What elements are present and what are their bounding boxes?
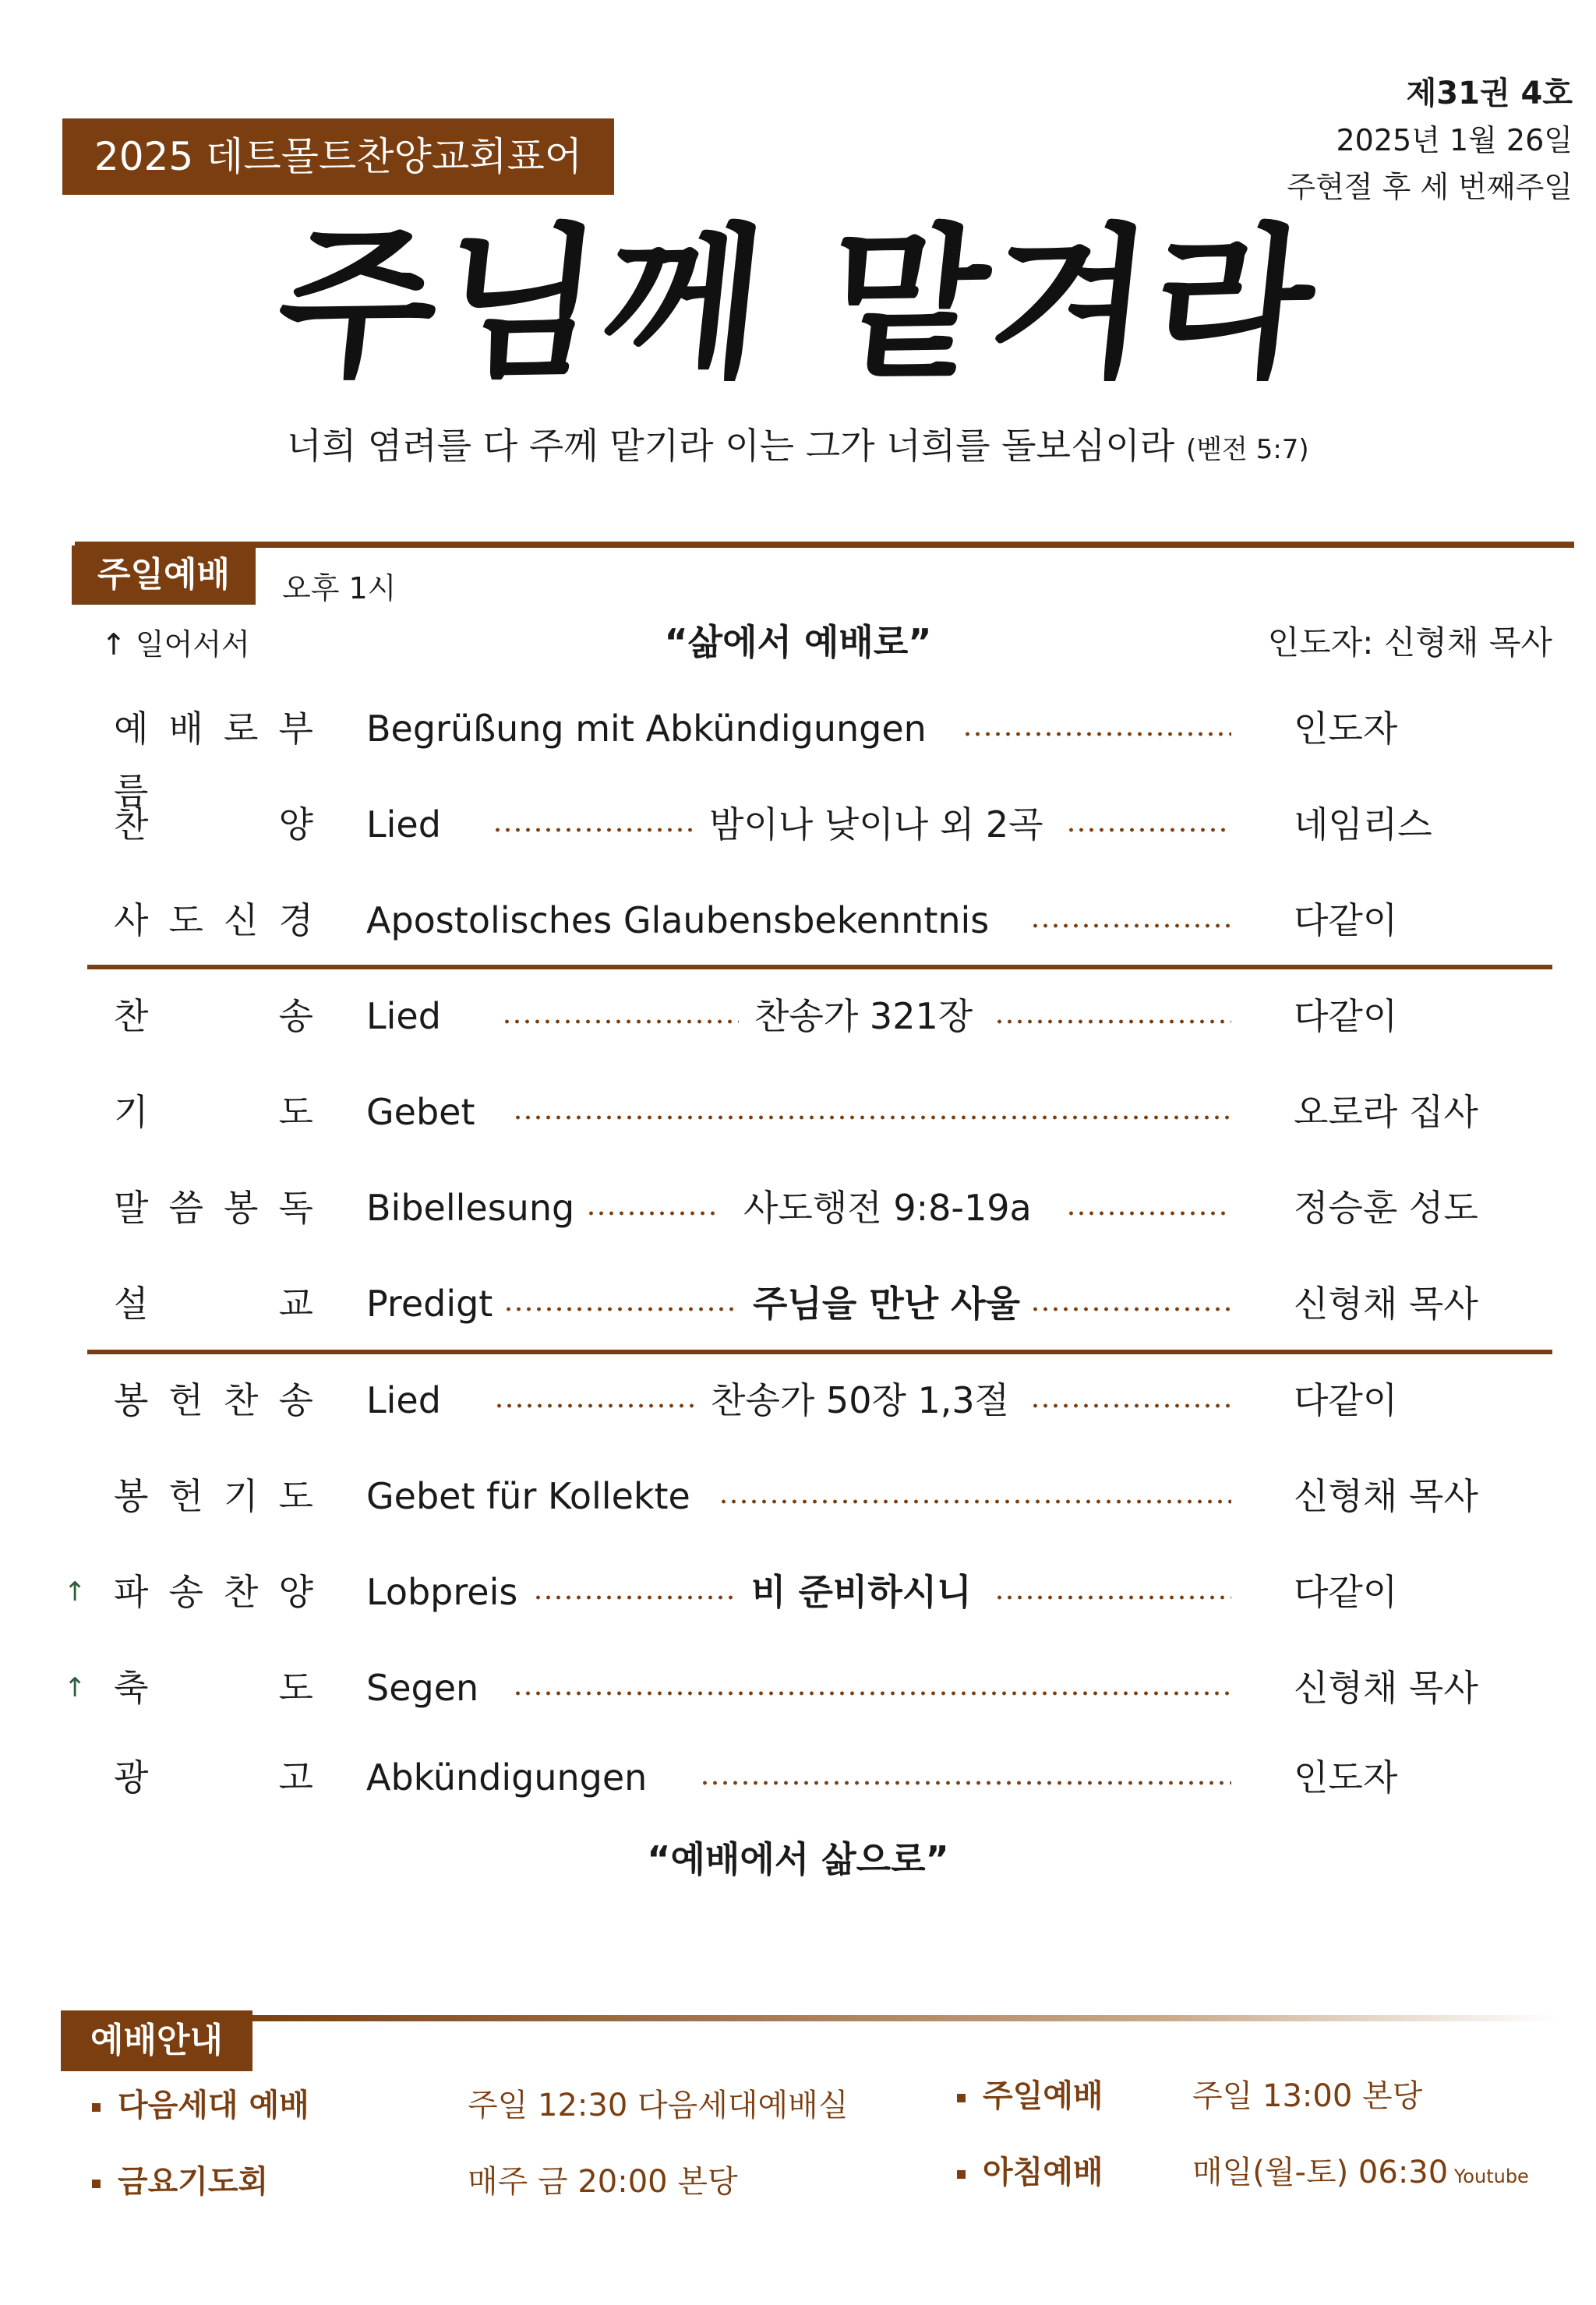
dot-leader — [1030, 1403, 1231, 1408]
square-bullet-icon — [957, 2170, 966, 2179]
worship-order-row — [0, 793, 1596, 856]
liturgical-season: 주현절 후 세 번째주일 — [1287, 170, 1573, 204]
dot-leader — [994, 1595, 1231, 1600]
order-person: 신형채 목사 — [1294, 1667, 1478, 1709]
order-person: 다같이 — [1294, 1571, 1398, 1613]
worship-order-row — [0, 697, 1596, 812]
section-divider — [87, 965, 1552, 969]
service-detail — [468, 2159, 738, 2205]
service-info-item — [92, 2082, 309, 2129]
square-bullet-icon — [92, 2103, 101, 2112]
order-german: Lied — [366, 995, 441, 1037]
worship-section-badge: 주일예배 — [72, 545, 256, 605]
square-bullet-icon — [92, 2180, 101, 2188]
order-label: 사 도 신 경 — [114, 899, 313, 941]
info-section-badge: 예배안내 — [61, 2010, 252, 2071]
dot-leader — [1066, 828, 1231, 832]
order-korean: 찬송가 321장 — [754, 995, 973, 1037]
order-german: Gebet für Kollekte — [366, 1475, 690, 1517]
order-german: Begrüßung mit Abkündigungen — [366, 708, 927, 750]
stand-note: ↑ 일어서서 — [101, 627, 250, 662]
dot-leader — [1030, 1307, 1231, 1311]
service-info-item — [92, 2159, 268, 2205]
dot-leader — [493, 828, 695, 832]
order-person: 신형채 목사 — [1294, 1475, 1478, 1517]
order-german: Lied — [366, 1379, 441, 1421]
order-person: 인도자 — [1294, 1756, 1398, 1798]
order-german: Bibellesung — [366, 1187, 575, 1229]
church-motto-badge: 2025 데트몰트찬양교회표어 — [62, 118, 614, 195]
order-person: 다같이 — [1294, 995, 1398, 1037]
dot-leader — [586, 1211, 720, 1216]
dot-leader — [503, 1307, 739, 1311]
dot-leader — [494, 1403, 695, 1408]
order-person: 오로라 집사 — [1294, 1091, 1478, 1133]
order-label: 봉 헌 찬 송 — [114, 1379, 313, 1421]
worship-order-row — [0, 985, 1596, 1047]
worship-leader: 인도자: 신형채 목사 — [1267, 623, 1552, 662]
worship-order-row — [0, 1369, 1596, 1431]
dot-leader — [513, 1115, 1231, 1120]
service-info-item — [957, 2073, 1103, 2120]
service-info-item — [957, 2149, 1103, 2196]
order-label: 기 도 — [114, 1091, 313, 1133]
order-person: 다같이 — [1294, 1379, 1398, 1421]
order-label: 찬 양 — [114, 803, 313, 845]
order-label: 말 씀 봉 독 — [114, 1187, 313, 1229]
bible-verse — [0, 418, 1596, 469]
order-korean: 밤이나 낮이나 외 2곡 — [709, 803, 1043, 845]
service-detail — [468, 2082, 848, 2129]
order-label: 예 배 로 부 름 — [114, 708, 313, 812]
stand-arrow-icon: ↑ — [64, 1672, 87, 1703]
section-rule — [75, 542, 1574, 548]
service-time-place: 주일 13:00 본당 — [1192, 2078, 1423, 2114]
order-person: 신형채 목사 — [1294, 1283, 1478, 1325]
issue-date: 2025년 1월 26일 — [1336, 123, 1573, 157]
stand-arrow-icon: ↑ — [64, 1576, 87, 1608]
order-german: Predigt — [366, 1283, 493, 1325]
order-german: Segen — [366, 1667, 479, 1709]
worship-order-row — [0, 1746, 1596, 1809]
order-label: 축 도 — [114, 1667, 313, 1709]
service-detail — [1192, 2149, 1529, 2200]
square-bullet-icon — [957, 2094, 966, 2102]
service-time-place: 매일(월-토) 06:30 — [1192, 2155, 1449, 2190]
order-person: 네임리스 — [1294, 803, 1432, 845]
order-label: 파 송 찬 양 — [114, 1571, 313, 1613]
order-label: 봉 헌 기 도 — [114, 1475, 313, 1517]
dot-leader — [513, 1691, 1231, 1696]
theme-top: “삶에서 예배로” — [664, 621, 932, 663]
order-german: Apostolisches Glaubensbekenntnis — [366, 899, 990, 941]
dot-leader — [1066, 1211, 1231, 1216]
order-german: Abkündigungen — [366, 1756, 648, 1798]
theme-bottom: “예배에서 삶으로” — [647, 1838, 949, 1880]
worship-order-row — [0, 889, 1596, 951]
worship-order-row — [0, 1561, 1596, 1623]
order-german: Gebet — [366, 1091, 475, 1133]
order-korean: 사도행전 9:8-19a — [743, 1187, 1032, 1229]
order-person: 인도자 — [1294, 708, 1398, 750]
worship-order-row — [0, 1177, 1596, 1239]
worship-order-row — [0, 1081, 1596, 1143]
service-extra: Youtube — [1448, 2166, 1529, 2187]
dot-leader — [533, 1595, 736, 1600]
order-label: 찬 송 — [114, 995, 313, 1037]
volume-number: 제31권 4호 — [1406, 76, 1573, 111]
service-time-place: 매주 금 20:00 본당 — [468, 2164, 738, 2200]
dot-leader — [700, 1781, 1231, 1785]
order-korean: 비 준비하시니 — [751, 1571, 972, 1613]
order-korean: 찬송가 50장 1,3절 — [711, 1379, 1010, 1421]
dot-leader — [994, 1019, 1231, 1024]
worship-order-row — [0, 1273, 1596, 1335]
service-name: 다음세대 예배 — [118, 2088, 309, 2123]
service-name: 아침예배 — [983, 2155, 1103, 2190]
verse-reference: (벧전 5:7) — [1185, 434, 1309, 465]
worship-order-row — [0, 1465, 1596, 1527]
dot-leader — [719, 1499, 1231, 1504]
order-german: Lied — [366, 803, 441, 845]
order-person: 정승훈 성도 — [1294, 1187, 1478, 1229]
service-name: 금요기도회 — [118, 2164, 269, 2200]
main-title: 주님께 맡겨라 — [268, 207, 1328, 400]
dot-leader — [962, 732, 1231, 736]
service-detail — [1192, 2073, 1422, 2120]
issue-info — [1287, 70, 1573, 210]
worship-order-row — [0, 1657, 1596, 1719]
info-rule — [234, 2015, 1559, 2021]
verse-text: 너희 염려를 다 주께 맡기라 이는 그가 너희를 돌보심이라 — [287, 425, 1175, 467]
order-person: 다같이 — [1294, 899, 1398, 941]
order-label: 광 고 — [114, 1756, 313, 1798]
section-divider — [87, 1350, 1552, 1354]
service-time-place: 주일 12:30 다음세대예배실 — [468, 2088, 849, 2123]
service-name: 주일예배 — [983, 2078, 1103, 2114]
dot-leader — [502, 1019, 739, 1024]
order-label: 설 교 — [114, 1283, 313, 1325]
order-german: Lobpreis — [366, 1571, 518, 1613]
order-korean: 주님을 만난 사울 — [753, 1283, 1021, 1325]
dot-leader — [1030, 923, 1231, 928]
worship-time: 오후 1시 — [282, 571, 397, 605]
